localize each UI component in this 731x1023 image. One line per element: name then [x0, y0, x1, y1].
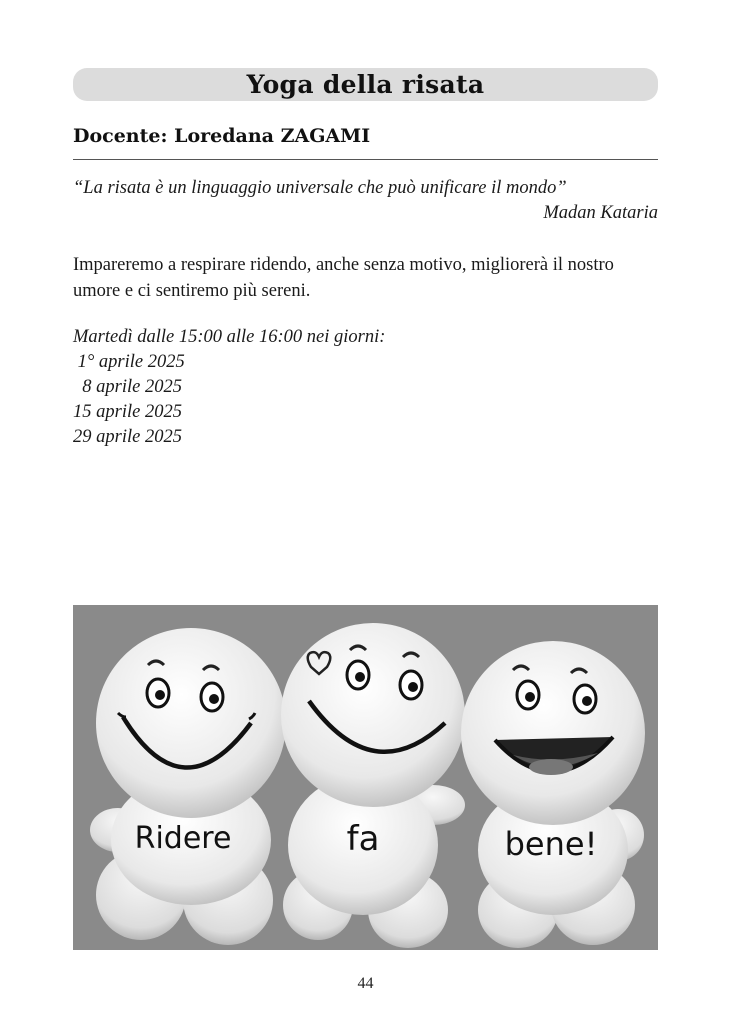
middle-plush: [281, 623, 465, 948]
quote-text: “La risata è un linguaggio universale che può unificare il mondo”: [73, 178, 567, 198]
smiley-plush-photo: [73, 605, 658, 950]
schedule-intro: Martedì dalle 15:00 alle 16:00 nei giorni:: [73, 327, 386, 347]
date-item: 15 aprile 2025: [73, 402, 182, 422]
description-line-1: Impareremo a respirare ridendo, anche senza motivo, migliorerà il nostro: [73, 255, 614, 275]
divider: [73, 159, 658, 160]
quote-author: Madan Kataria: [543, 203, 658, 223]
plush-word-2: fa: [346, 819, 380, 859]
right-plush: [461, 641, 645, 948]
left-plush: [90, 628, 286, 945]
smiley-plush-illustration: [73, 605, 658, 950]
teacher-name: Docente: Loredana ZAGAMI: [73, 125, 371, 147]
date-item: 8 aprile 2025: [73, 377, 182, 397]
description-line-2: umore e ci sentiremo più sereni.: [73, 281, 311, 301]
page-number: 44: [357, 975, 374, 992]
page-title: Yoga della risata: [246, 70, 485, 99]
schedule-dates: [73, 350, 185, 450]
plush-word-1: Ridere: [134, 821, 232, 856]
date-item: 1° aprile 2025: [73, 352, 185, 372]
date-item: 29 aprile 2025: [73, 427, 182, 447]
plush-word-3: bene!: [504, 825, 598, 863]
title-banner: [73, 68, 658, 101]
course-description: [73, 252, 663, 304]
